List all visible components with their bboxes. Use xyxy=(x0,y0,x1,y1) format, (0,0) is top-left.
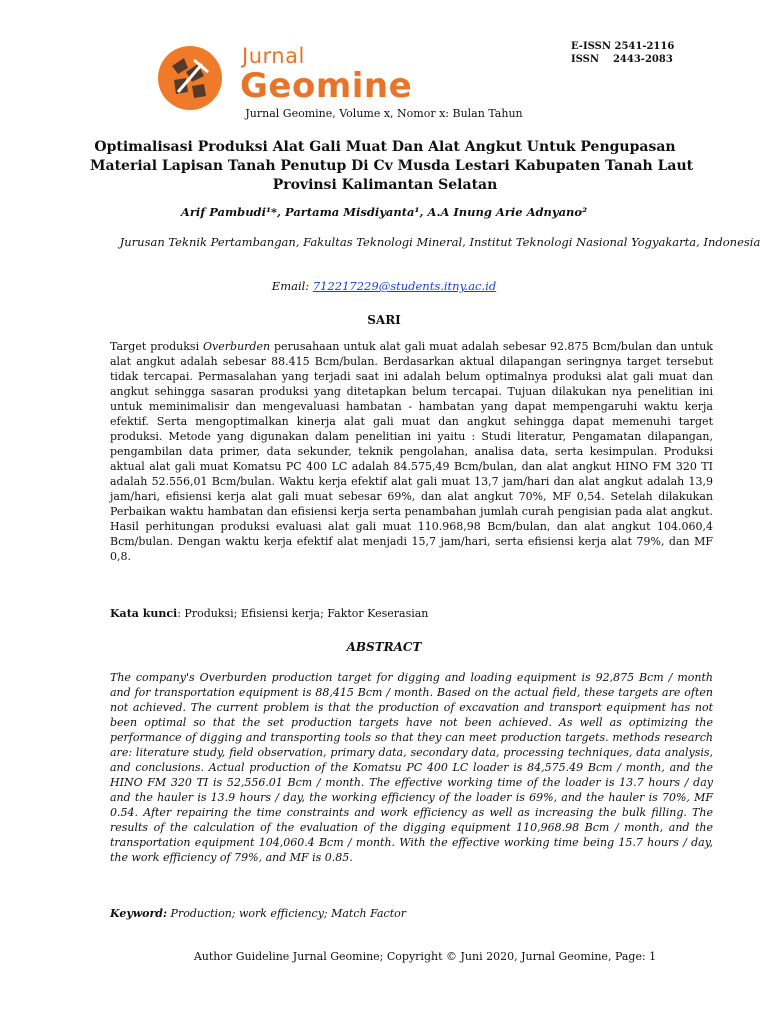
title-line: Material Lapisan Tanah Penutup Di Cv Musda Lestari Kabupaten Tanah Laut xyxy=(90,158,694,174)
affiliation: Jurusan Teknik Pertambangan, Fakultas Teknologi Mineral, Institut Teknologi Nasional Yogyakarta, Indonesia xyxy=(119,235,761,249)
email-line xyxy=(0,279,768,293)
keywords-label: Kata kunci xyxy=(110,607,178,620)
eissn-text: E-ISSN 2541-2116 xyxy=(571,41,675,52)
title-line: Provinsi Kalimantan Selatan xyxy=(272,177,498,193)
sari-paragraph xyxy=(110,339,713,564)
email-label: Email: xyxy=(271,279,310,293)
sari-text-rest: perusahaan untuk alat gali muat adalah sebesar 92.875 Bcm/bulan dan untuk alat angkut adalah sebesar 88.415 Bcm/bulan. Berdasarkan aktual dilapangan seringnya target tersebut tidak tercapai. Permasalahan yang terjadi saat ini adalah belum optimalnya produksi alat gali muat dan angkut sehingga sasaran produksi yang ditetapkan belum tercapai. Tujuan dilakukan nya penelitian ini untuk meminimalisir dan mengevaluasi hambatan - hambatan yang dapat mempengaruhi waktu kerja efektif. Serta mengoptimalkan kinerja alat gali muat dan angkut sehingga dapat memenuhi target produksi. Metode yang digunakan dalam penelitian ini yaitu : Studi literatur, Pengamatan dilapangan, pengambilan data primer, data sekunder, teknik pengolahan, analisa data, serta kesimpulan. Produksi aktual alat gali muat Komatsu PC 400 LC adalah 84.575,49 Bcm/bulan, dan alat angkut HINO FM 320 TI adalah 52.556,01 Bcm/bulan. Waktu kerja efektif alat gali muat 13,7 jam/hari dan alat angkut adalah 13,9 jam/hari, efisiensi kerja alat gali muat sebesar 69%, dan alat angkut 70%, MF 0,54. Setelah dilakukan Perbaikan waktu hambatan dan efisiensi kerja serta penambahan jumlah curah pengisian pada alat angkut. Hasil perhitungan produksi evaluasi alat gali muat 110.968,98 Bcm/bulan, dan alat angkut 104.060,4 Bcm/bulan. Dengan waktu kerja efektif alat menjadi 15,7 jam/hari, serta efisiensi kerja alat 79%, dan MF 0,8. xyxy=(110,340,713,563)
keywords-values: : Produksi; Efisiensi kerja; Faktor Keserasian xyxy=(177,607,429,620)
keyword-values: Production; work efficiency; Match Factor xyxy=(167,907,406,920)
keywords-abstract xyxy=(110,907,406,920)
journal-volume-line: Jurnal Geomine, Volume x, Nomor x: Bulan Tahun xyxy=(245,107,523,120)
abstract-paragraph: The company's Overburden production target for digging and loading equipment is 92,875 Bcm / month and for transportation equipment is 88,415 Bcm / month. Based on the actual field, these targets are often not achieved. The current problem is that the production of excavation and transport equipment has not been optimal so that the set production targets have not been achieved. As well as optimizing the performance of digging and transporting tools so that they can meet production targets. methods research are: literature study, field observation, primary data, secondary data, processing techniques, data analysis, and conclusions. Actual production of the Komatsu PC 400 LC loader is 84,575.49 Bcm / month, and the HINO FM 320 TI is 52,556.01 Bcm / month. The effective working time of the loader is 13.7 hours / day and the hauler is 13.9 hours / day, the working efficiency of the loader is 69%, and the hauler is 70%, MF 0.54. After repairing the time constraints and work efficiency as well as increasing the bulk filling. The results of the calculation of the evaluation of the digging equipment 110,968.98 Bcm / month, and the transportation equipment 104,060.4 Bcm / month. With the effective working time being 15.7 hours / day, the work efficiency of 79%, and MF is 0.85. xyxy=(110,671,713,864)
author-list: Arif Pambudi¹*, Partama Misdiyanta¹, A.A Inung Arie Adnyano² xyxy=(180,205,588,219)
abstract-heading: ABSTRACT xyxy=(346,640,422,654)
journal-logo xyxy=(158,44,413,108)
sari-heading: SARI xyxy=(367,313,401,327)
email-link[interactable]: 712217229@students.itny.ac.id xyxy=(312,279,497,293)
page-footer: Author Guideline Jurnal Geomine; Copyright © Juni 2020, Jurnal Geomine, Page: 1 xyxy=(193,950,657,963)
issn-block xyxy=(571,40,674,66)
title-line: Optimalisasi Produksi Alat Gali Muat Dan Alat Angkut Untuk Pengupasan xyxy=(94,139,676,155)
sari-italic-term: Overburden xyxy=(203,340,271,353)
keywords-sari xyxy=(110,607,428,620)
keyword-label: Keyword: xyxy=(110,907,168,920)
paper-title xyxy=(90,138,694,195)
logo-text-geomine: Geomine xyxy=(240,66,413,106)
sari-text-start: Target produksi xyxy=(110,340,204,353)
logo-text-jurnal: Jurnal xyxy=(242,44,305,68)
logo-emblem-icon xyxy=(158,46,222,110)
issn-text: ISSN 2443-2083 xyxy=(571,54,673,65)
